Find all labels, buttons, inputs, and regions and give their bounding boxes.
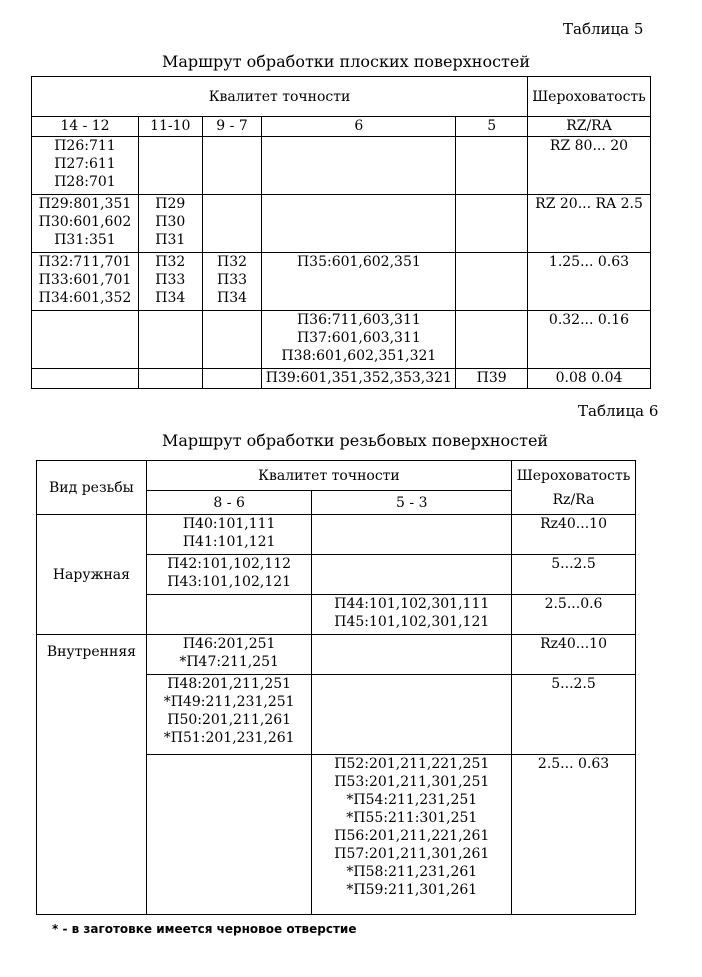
table6-cell (146, 675, 312, 755)
route-entry: П45:101,102,301,121 (334, 614, 490, 630)
route-entry: П50:201,211,261 (167, 712, 292, 728)
route-entry: П37:601,603,311 (296, 330, 421, 346)
table6-header-roughness-unit: Rz/Ra (552, 491, 595, 508)
table5-cell (138, 137, 202, 195)
table-row (32, 311, 651, 369)
route-entry: П31:351 (54, 232, 116, 248)
table5-roughness-cell: 0.32... 0.16 (528, 311, 651, 369)
table-row (37, 515, 636, 555)
table5-col-header: 11-10 (138, 117, 202, 137)
table5-cell (138, 311, 202, 369)
table6-header-roughness-label: Шероховатость (516, 467, 631, 484)
table6-roughness-cell: 2.5...0.6 (512, 595, 636, 635)
table5-cell (262, 137, 456, 195)
route-entry: П56:201,211,221,261 (334, 828, 490, 844)
table5-col-header: 14 - 12 (32, 117, 139, 137)
table-row (32, 253, 651, 311)
table5-cell (202, 369, 262, 389)
route-entry: П34 (155, 290, 186, 306)
table6-cell (312, 635, 512, 675)
table5-header-roughness-unit: RZ/RA (528, 117, 651, 137)
route-entry: *П47:211,251 (179, 654, 279, 670)
table5-cell (456, 253, 528, 311)
route-entry: П44:101,102,301,111 (334, 596, 490, 612)
route-entry: П40:101,111 (182, 516, 276, 532)
table6-cell (146, 555, 312, 595)
table6-cell (312, 755, 512, 915)
route-entry: П29 (155, 196, 186, 212)
route-entry: П48:201,211,251 (167, 676, 292, 692)
table5-cell (202, 253, 262, 311)
table6-header-type: Вид резьбы (37, 461, 147, 515)
table5-title: Маршрут обработки плоских поверхностей (162, 52, 531, 71)
table5-cell (456, 195, 528, 253)
table6-cell (312, 555, 512, 595)
route-entry: П35:601,602,351 (296, 254, 421, 270)
route-entry: П57:201,211,301,261 (334, 846, 490, 862)
route-entry: П32 (155, 254, 186, 270)
route-entry: П26:711 (54, 138, 116, 154)
table5-cell (262, 195, 456, 253)
route-entry: П34:601,352 (38, 290, 132, 306)
route-entry: П41:101,121 (182, 534, 276, 550)
table6-cell (146, 755, 312, 915)
table5-cell (138, 253, 202, 311)
route-entry: П30:601,602 (38, 214, 132, 230)
table5-cell (262, 253, 456, 311)
table5-roughness-cell: 1.25... 0.63 (528, 253, 651, 311)
table5-header-group: Квалитет точности (32, 77, 528, 117)
table6-cell (312, 515, 512, 555)
table-row (37, 635, 636, 675)
table5-cell (32, 369, 139, 389)
route-entry: П34 (216, 290, 248, 306)
route-entry: *П59:211,301,261 (346, 882, 478, 898)
route-entry: П27:611 (54, 156, 116, 172)
route-entry: П30 (155, 214, 186, 230)
table6-cell (146, 595, 312, 635)
table6-header-group: Квалитет точности (146, 461, 511, 491)
table6 (36, 460, 636, 915)
route-entry: П33:601,701 (38, 272, 132, 288)
route-entry: *П54:211,231,251 (346, 792, 478, 808)
route-entry: П38:601,602,351,321 (281, 348, 437, 364)
table5-cell (262, 311, 456, 369)
table5-cell (138, 369, 202, 389)
table5-cell (32, 195, 139, 253)
thread-type-outer: Наружная (37, 515, 147, 635)
route-entry: П28:701 (54, 174, 116, 190)
table6-roughness-cell: Rz40...10 (512, 635, 636, 675)
table5-cell (202, 311, 262, 369)
route-entry: П33 (216, 272, 248, 288)
route-entry: П32:711,701 (38, 254, 132, 270)
route-entry: П52:201,211,221,251 (334, 756, 490, 772)
table5-roughness-cell: RZ 80... 20 (528, 137, 651, 195)
table6-roughness-cell: 2.5... 0.63 (512, 755, 636, 915)
route-entry: П39 (476, 370, 507, 386)
table6-cell (146, 635, 312, 675)
route-entry: П43:101,102,121 (167, 574, 292, 590)
table5-cell (32, 253, 139, 311)
thread-type-inner-label: Внутренняя (46, 644, 136, 660)
table-row (32, 195, 651, 253)
table5-cell (202, 137, 262, 195)
table5-cell (456, 137, 528, 195)
table5-col-header: 5 (456, 117, 528, 137)
table6-roughness-cell: 5...2.5 (512, 555, 636, 595)
route-entry: П29:801,351 (38, 196, 132, 212)
route-entry: *П49:211,231,251 (163, 694, 295, 710)
table6-title: Маршрут обработки резьбовых поверхностей (162, 431, 549, 450)
route-entry: П31 (155, 232, 186, 248)
route-entry: П42:101,102,112 (167, 556, 292, 572)
table6-roughness-cell: 5...2.5 (512, 675, 636, 755)
table6-label: Таблица 6 (578, 402, 659, 420)
table5-header-roughness-label: Шероховатость (532, 88, 646, 105)
table5-cell (138, 195, 202, 253)
route-entry: П32 (216, 254, 248, 270)
route-entry: *П51:201,231,261 (163, 730, 295, 746)
footnote: * - в заготовке имеется черновое отверстие (52, 922, 357, 936)
table5-roughness-cell: RZ 20... RA 2.5 (528, 195, 651, 253)
table5-cell (262, 369, 456, 389)
table5-cell (32, 311, 139, 369)
table6-cell (146, 515, 312, 555)
table6-col-header: 5 - 3 (312, 491, 512, 515)
table5-header-roughness (528, 77, 651, 117)
table5-cell (456, 369, 528, 389)
table6-cell (312, 595, 512, 635)
table5-cell (202, 195, 262, 253)
table5-col-header: 9 - 7 (202, 117, 262, 137)
table5-cell (32, 137, 139, 195)
table5 (31, 76, 651, 389)
route-entry: П33 (155, 272, 186, 288)
route-entry: П39:601,351,352,353,321 (265, 370, 452, 386)
route-entry: П53:201,211,301,251 (334, 774, 490, 790)
thread-type-inner (37, 635, 147, 915)
route-entry: *П58:211,231,261 (346, 864, 478, 880)
table5-label: Таблица 5 (563, 20, 644, 38)
table5-roughness-cell: 0.08 0.04 (528, 369, 651, 389)
table-row (32, 369, 651, 389)
table6-header-roughness (512, 461, 636, 515)
table6-roughness-cell: Rz40...10 (512, 515, 636, 555)
table6-cell (312, 675, 512, 755)
route-entry: П36:711,603,311 (296, 312, 421, 328)
table6-col-header: 8 - 6 (146, 491, 312, 515)
table-row (32, 137, 651, 195)
route-entry: П46:201,251 (182, 636, 276, 652)
table5-cell (456, 311, 528, 369)
route-entry: *П55:211:301,251 (346, 810, 478, 826)
table5-col-header: 6 (262, 117, 456, 137)
